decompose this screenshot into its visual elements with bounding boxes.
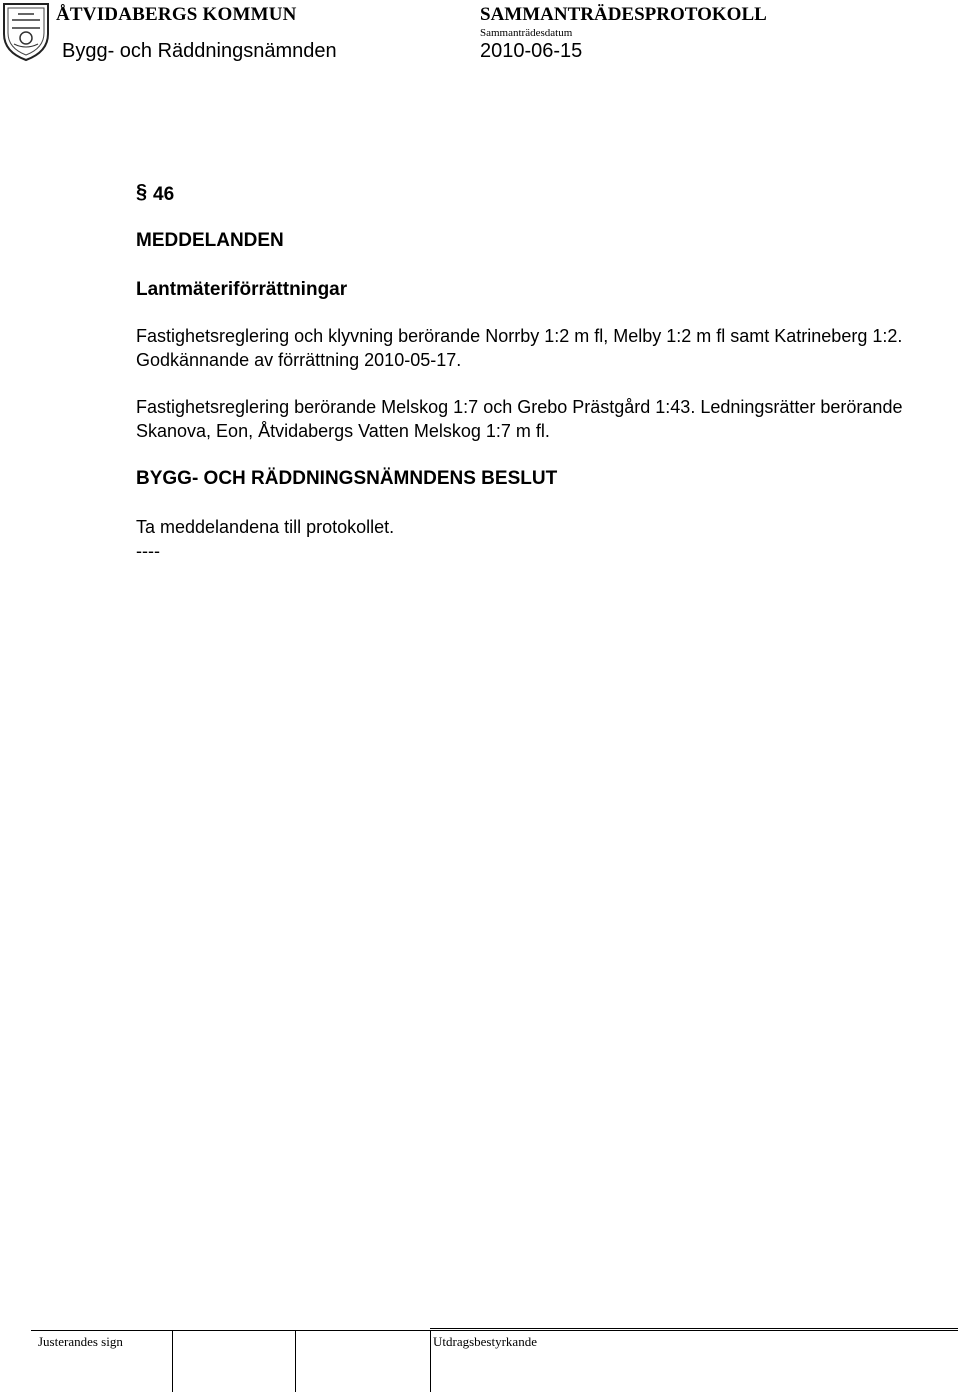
section-subtitle: Lantmäteriförrättningar: [136, 279, 348, 300]
decision-heading: BYGG- OCH RÄDDNINGSNÄMNDENS BESLUT: [136, 468, 558, 489]
organization-name: ÅTVIDABERGS KOMMUN: [56, 4, 297, 25]
committee-name: Bygg- och Räddningsnämnden: [62, 40, 337, 62]
end-marker: ----: [136, 541, 160, 561]
signature-box-divider: [295, 1330, 296, 1392]
signature-box-divider: [430, 1330, 431, 1392]
decision-text: Ta meddelandena till protokollet.: [136, 517, 395, 537]
meeting-date-label: Sammanträdesdatum: [480, 27, 573, 39]
signature-label: Justerandes sign: [38, 1334, 123, 1349]
document-type: SAMMANTRÄDESPROTOKOLL: [480, 4, 767, 25]
municipality-coat-of-arms: [0, 0, 52, 62]
section-title: MEDDELANDEN: [136, 230, 284, 251]
footer-divider-right: [430, 1328, 958, 1329]
footer-divider: [31, 1330, 958, 1331]
section-symbol: §: [136, 181, 148, 203]
certification-label: Utdragsbestyrkande: [433, 1334, 537, 1349]
paragraph-2: Fastighetsreglering berörande Melskog 1:7 och Grebo Prästgård 1:43. Ledningsrätter berörande Skanova, Eon, Åtvidabergs Vatten Melskog 1:7 m fl.: [136, 397, 903, 441]
meeting-date: 2010-06-15: [480, 40, 583, 62]
paragraph-1: Fastighetsreglering och klyvning berörande Norrby 1:2 m fl, Melby 1:2 m fl samt Katrineberg 1:2. Godkännande av förrättning 2010-05-17.: [136, 326, 903, 370]
signature-box-divider: [172, 1330, 173, 1392]
section-number: 46: [153, 184, 175, 205]
